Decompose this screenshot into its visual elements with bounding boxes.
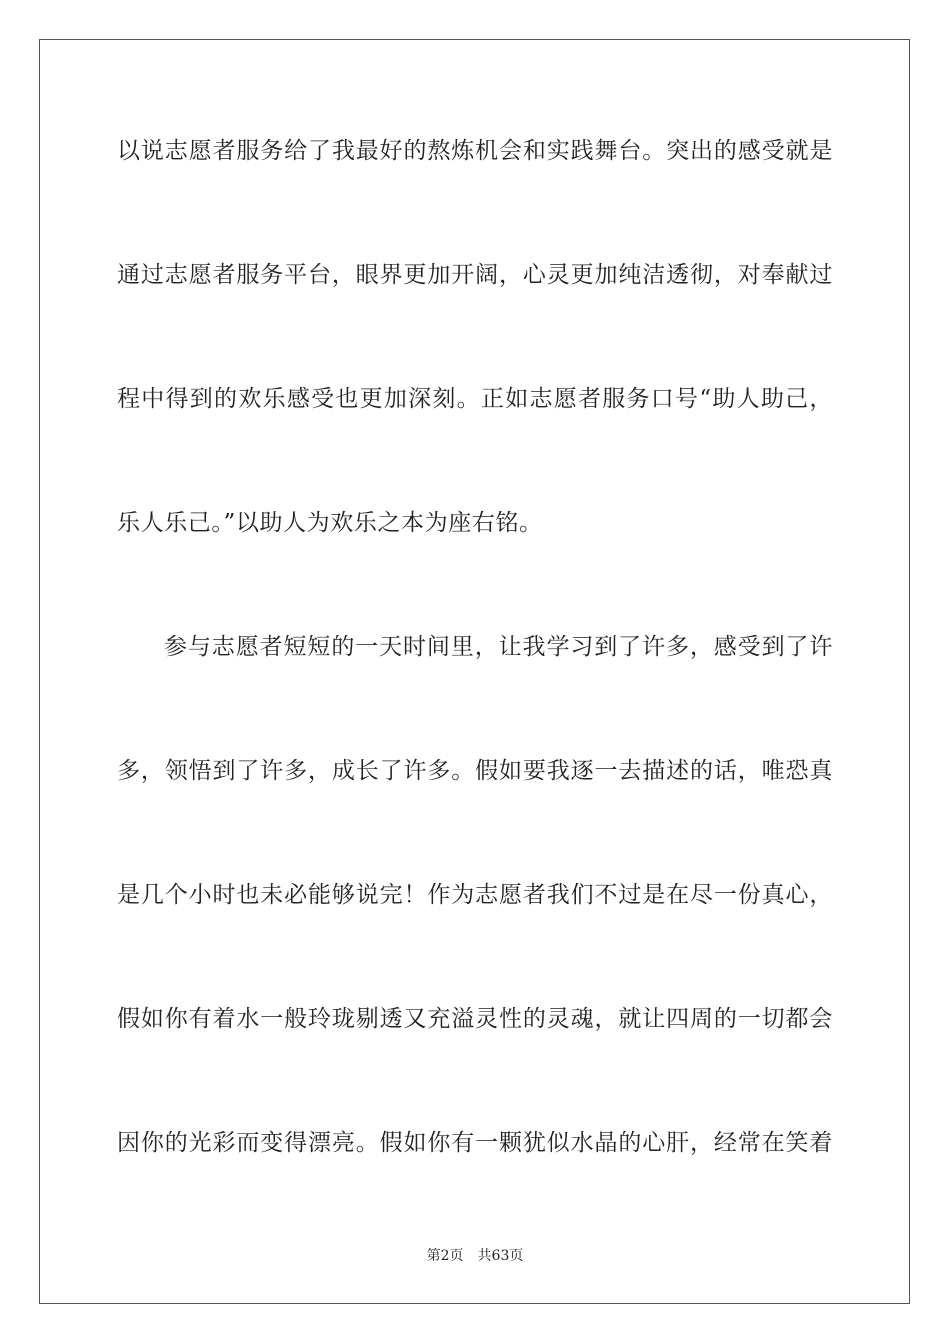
text-line: 假如你有着水一般玲珑剔透又充溢灵性的灵魂，就让四周的一切都会 xyxy=(117,1006,833,1032)
text-line: 是几个小时也未必能够说完！作为志愿者我们不过是在尽一份真心， xyxy=(117,882,833,908)
text-line: 多，领悟到了许多，成长了许多。假如要我逐一去描述的话，唯恐真 xyxy=(117,758,833,784)
page-border xyxy=(39,39,910,1304)
text-line: 程中得到的欢乐感受也更加深刻。正如志愿者服务口号“助人助己， xyxy=(117,386,833,412)
text-line: 因你的光彩而变得漂亮。假如你有一颗犹似水晶的心肝，经常在笑着 xyxy=(117,1130,833,1156)
text-line: 通过志愿者服务平台，眼界更加开阔，心灵更加纯洁透彻，对奉献过 xyxy=(117,262,833,288)
page-footer xyxy=(0,1246,950,1266)
page-number: 第2页 xyxy=(426,1248,464,1264)
text-line: 乐人乐己。”以助人为欢乐之本为座右铭。 xyxy=(117,510,543,536)
paragraph-first-line: 参与志愿者短短的一天时间里，让我学习到了许多，感受到了许 xyxy=(164,634,833,660)
text-line: 以说志愿者服务给了我最好的熬炼机会和实践舞台。突出的感受就是 xyxy=(117,138,833,164)
total-pages: 共63页 xyxy=(477,1248,524,1264)
